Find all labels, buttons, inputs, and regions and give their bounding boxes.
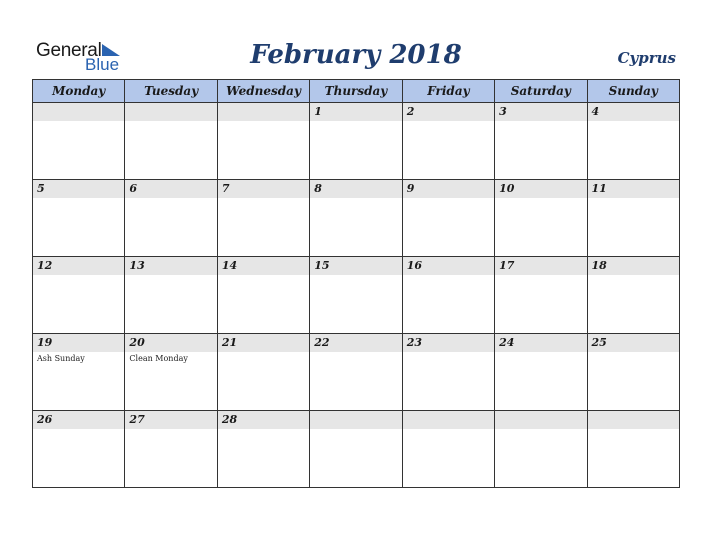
logo-text-blue: Blue: [85, 55, 120, 74]
day-cell: [125, 180, 217, 257]
weekday-header: Wednesday: [217, 80, 309, 103]
day-number: 27: [129, 413, 145, 426]
day-cell: [125, 334, 217, 411]
day-number-bar: [588, 257, 679, 275]
country-label: Cyprus: [617, 49, 676, 67]
day-number: 26: [37, 413, 53, 426]
day-cell: [33, 334, 125, 411]
day-cell: [495, 334, 587, 411]
weekday-header: Friday: [402, 80, 494, 103]
day-cell: [495, 103, 587, 180]
day-number: 14: [221, 259, 238, 272]
day-cell: [402, 103, 494, 180]
weekday-header: Tuesday: [125, 80, 217, 103]
day-number-bar: [403, 257, 494, 275]
weekday-header: Monday: [33, 80, 125, 103]
day-cell: [217, 334, 309, 411]
day-number-bar: [588, 103, 679, 121]
weekday-header: Sunday: [587, 80, 679, 103]
day-cell: [310, 411, 402, 488]
day-number: 13: [129, 259, 145, 272]
day-number-bar: [218, 180, 309, 198]
day-cell: [402, 334, 494, 411]
day-cell: [587, 334, 679, 411]
day-cell: [310, 257, 402, 334]
day-cell: [310, 180, 402, 257]
day-cell: [217, 257, 309, 334]
day-number-bar: [218, 257, 309, 275]
day-number-bar: [33, 180, 124, 198]
day-number-bar: [495, 180, 586, 198]
day-cell: [402, 180, 494, 257]
day-number: 8: [314, 182, 322, 195]
day-number-bar: [588, 411, 679, 429]
day-cell: [402, 411, 494, 488]
calendar-grid: [32, 79, 680, 488]
day-number: 19: [37, 336, 53, 349]
logo-text-general: General: [36, 40, 102, 61]
day-number-bar: [588, 180, 679, 198]
day-number-bar: [125, 103, 216, 121]
day-number-bar: [403, 103, 494, 121]
day-cell: [217, 103, 309, 180]
week-row: [33, 180, 680, 257]
day-number: 6: [129, 182, 138, 195]
day-number: 25: [591, 336, 607, 349]
day-number: 11: [591, 182, 607, 195]
day-number-bar: [218, 103, 309, 121]
day-number-bar: [310, 334, 401, 352]
day-number-bar: [310, 103, 401, 121]
day-number: 1: [314, 105, 322, 118]
day-number-bar: [125, 180, 216, 198]
day-number-bar: [125, 257, 216, 275]
day-number-bar: [125, 334, 216, 352]
week-row: [33, 334, 680, 411]
day-number-bar: [310, 257, 401, 275]
day-number-bar: [495, 103, 586, 121]
day-number: 4: [591, 105, 600, 118]
day-number: 28: [221, 413, 238, 426]
day-cell: [310, 103, 402, 180]
day-number: 5: [37, 182, 45, 195]
day-number: 7: [221, 182, 230, 195]
day-number-bar: [33, 334, 124, 352]
day-number-bar: [403, 334, 494, 352]
day-number: 22: [314, 336, 330, 349]
day-number-bar: [495, 334, 586, 352]
day-number-bar: [495, 257, 586, 275]
day-cell: [495, 180, 587, 257]
day-number: 18: [591, 259, 607, 272]
day-cell: [495, 257, 587, 334]
day-cell: [33, 257, 125, 334]
day-number: 24: [499, 336, 515, 349]
day-number-bar: [33, 103, 124, 121]
day-number: 17: [499, 259, 515, 272]
day-cell: [217, 180, 309, 257]
day-cell: [33, 103, 125, 180]
day-number: 9: [406, 182, 415, 195]
day-number-bar: [33, 257, 124, 275]
day-cell: [587, 103, 679, 180]
day-number-bar: [403, 180, 494, 198]
day-number: 23: [406, 336, 422, 349]
holiday-label: Ash Sunday: [37, 354, 85, 363]
day-number: 10: [499, 182, 515, 195]
day-cell: [402, 257, 494, 334]
day-number-bar: [218, 334, 309, 352]
day-number-bar: [495, 411, 586, 429]
day-number: 3: [499, 105, 507, 118]
day-cell: [587, 411, 679, 488]
day-number: 20: [129, 336, 145, 349]
day-cell: [587, 180, 679, 257]
week-row: [33, 103, 680, 180]
day-cell: [495, 411, 587, 488]
day-number: 21: [221, 336, 238, 349]
day-number-bar: [125, 411, 216, 429]
week-row: [33, 257, 680, 334]
day-number-bar: [588, 334, 679, 352]
day-cell: [33, 411, 125, 488]
weekday-header: Thursday: [310, 80, 402, 103]
day-number-bar: [33, 411, 124, 429]
day-number-bar: [310, 411, 401, 429]
day-number-bar: [403, 411, 494, 429]
calendar-title: February 2018: [250, 40, 462, 70]
day-number: 16: [406, 259, 422, 272]
week-row: [33, 411, 680, 488]
day-cell: [125, 257, 217, 334]
day-number-bar: [218, 411, 309, 429]
day-cell: [125, 103, 217, 180]
day-cell: [587, 257, 679, 334]
day-number-bar: [310, 180, 401, 198]
day-cell: [33, 180, 125, 257]
weekday-header: Saturday: [495, 80, 587, 103]
day-number: 15: [314, 259, 330, 272]
day-cell: [217, 411, 309, 488]
weekday-header-row: [33, 80, 680, 103]
day-number: 12: [37, 259, 53, 272]
day-cell: [125, 411, 217, 488]
day-number: 2: [406, 105, 415, 118]
day-cell: [310, 334, 402, 411]
holiday-label: Clean Monday: [129, 354, 188, 363]
